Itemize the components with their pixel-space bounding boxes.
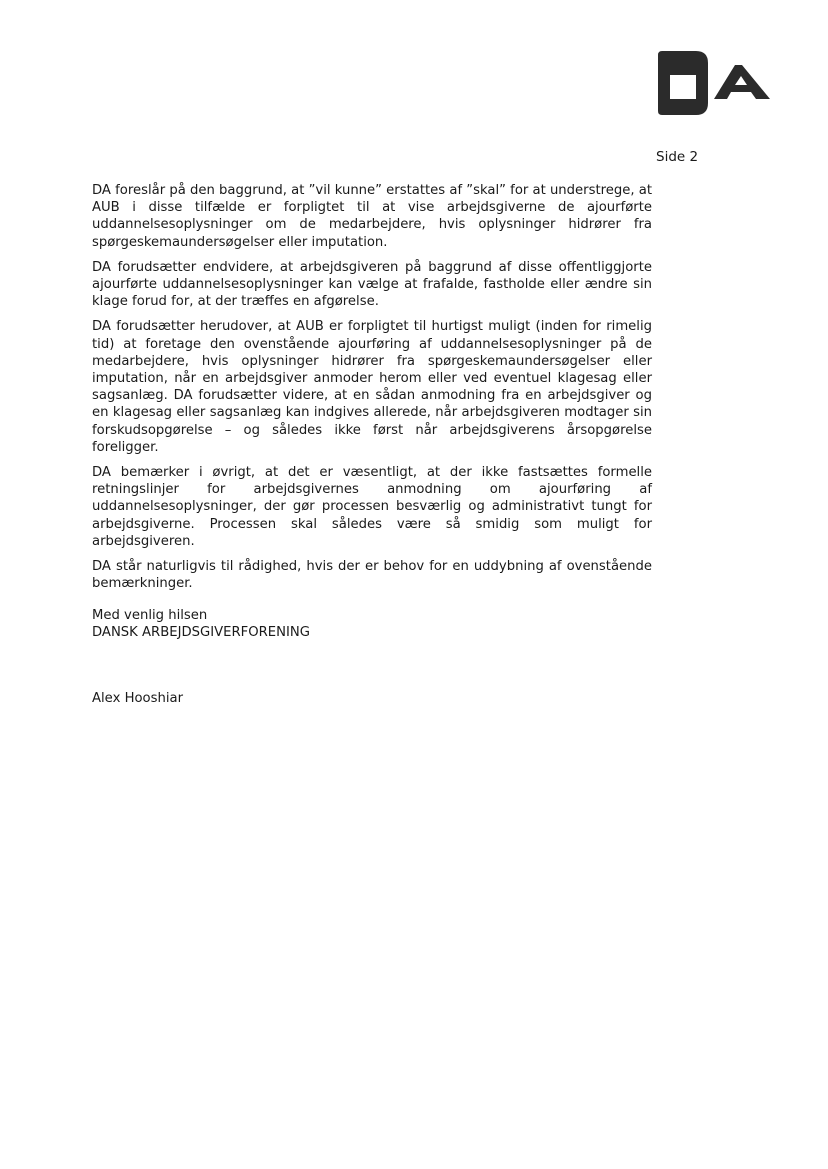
paragraph: DA foreslår på den baggrund, at ”vil kunne” erstattes af ”skal” for at understrege, at AUB i disse tilfælde er forpligtet til at vise arbejdsgiverne de ajourførte uddannelsesoplysninger om de medarbejdere, hvis oplysninger hidrører fra spørgeskemaundersøgelser eller imputation. [92, 183, 652, 250]
paragraph: DA bemærker i øvrigt, at det er væsentligt, at der ikke fastsættes formelle retningslinjer for arbejdsgivernes anmodning om ajourføring af uddannelsesoplysninger, der gør processen besværlig og administrativt tungt for arbejdsgiverne. Processen skal således være så smidig som muligt for arbejdsgiveren. [92, 465, 652, 549]
paragraph: DA står naturligvis til rådighed, hvis der er behov for en uddybning af ovenstående bemærkninger. [92, 559, 652, 592]
closing-greeting: Med venlig hilsen [92, 608, 208, 623]
logo-letter-d [658, 51, 708, 115]
paragraph: DA forudsætter endvidere, at arbejdsgiveren på baggrund af disse offentliggjorte ajourførte uddannelsesoplysninger kan vælge at frafalde, fastholde eller ændre sin klage forud for, at der træffes en afgørelse. [92, 259, 652, 310]
da-logo [656, 49, 772, 117]
letter-body [92, 182, 652, 600]
page-number: Side 2 [656, 149, 699, 165]
paragraph: DA forudsætter herudover, at AUB er forpligtet til hurtigst muligt (inden for rimelig tid) at foretage den ovenstående ajourføring af uddannelsesoplysninger på de medarbejdere, hvis oplysninger hidrører fra spørgeskemaundersøgelser eller imputation, når en arbejdsgiver anmoder herom eller ved eventuel klagesag eller sagsanlæg. DA forudsætter videre, at en sådan anmodning fra en arbejdsgiver og en klagesag eller sagsanlæg kan indgives allerede, når arbejdsgiveren modtager sin forskudsopgørelse – og således ikke først når arbejdsgiverens årsopgørelse foreligger. [92, 319, 652, 455]
logo-letter-a [714, 65, 770, 99]
closing-block [92, 607, 310, 641]
signer-name: Alex Hooshiar [92, 691, 184, 706]
closing-organization: DANSK ARBEJDSGIVERFORENING [92, 625, 310, 641]
